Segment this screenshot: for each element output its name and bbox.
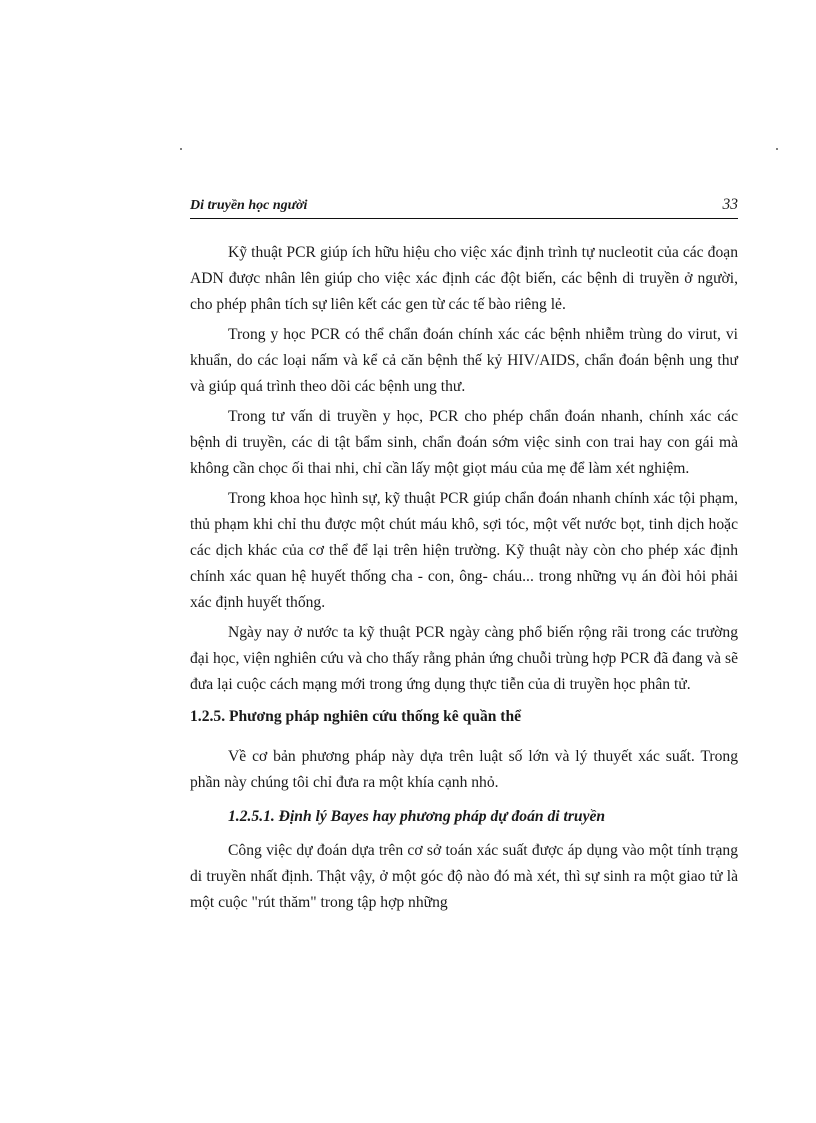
paragraph: Trong y học PCR có thể chẩn đoán chính xác các bệnh nhiễm trùng do virut, vi khuẩn, do các loại nấm và kể cả căn bệnh thế kỷ HIV/AIDS, chẩn đoán bệnh ung thư và giúp quá trình theo dõi các bệnh ung thư.	[190, 326, 738, 395]
scan-speck	[180, 148, 182, 150]
paragraph: Trong tư vấn di truyền y học, PCR cho phép chẩn đoán nhanh, chính xác các bệnh di truyền, các di tật bẩm sinh, chẩn đoán sớm việc sinh con trai hay con gái mà không cần chọc ối thai nhi, chỉ cần lấy một giọt máu của mẹ để làm xét nghiệm.	[190, 408, 738, 477]
scan-speck	[776, 148, 778, 150]
header-title: Di truyền học người	[190, 198, 308, 213]
subsection-heading: 1.2.5.1. Định lý Bayes hay phương pháp dự đoán di truyền	[228, 808, 606, 825]
paragraph: Công việc dự đoán dựa trên cơ sở toán xác suất được áp dụng vào một tính trạng di truyền nhất định. Thật vậy, ở một góc độ nào đó mà xét, thì sự sinh ra một giao tử là một cuộc "rút thăm" trong tập hợp những	[190, 842, 738, 911]
section-heading: 1.2.5. Phương pháp nghiên cứu thống kê quần thể	[190, 708, 522, 725]
paragraph: Kỹ thuật PCR giúp ích hữu hiệu cho việc xác định trình tự nucleotit của các đoạn ADN được nhân lên giúp cho việc xác định các đột biến, các bệnh di truyền ở người, cho phép phân tích sự liên kết các gen từ các tế bào riêng lẻ.	[190, 244, 738, 313]
paragraph: Về cơ bản phương pháp này dựa trên luật số lớn và lý thuyết xác suất. Trong phần này chúng tôi chỉ đưa ra một khía cạnh nhỏ.	[190, 748, 738, 791]
page-body	[190, 240, 738, 920]
paragraph: Trong khoa học hình sự, kỹ thuật PCR giúp chẩn đoán nhanh chính xác tội phạm, thủ phạm khi chỉ thu được một chút máu khô, sợi tóc, một vết nước bọt, tinh dịch hoặc các dịch khác của cơ thể để lại trên hiện trường. Kỹ thuật này còn cho phép xác định chính xác quan hệ huyết thống cha - con, ông- cháu... trong những vụ án đòi hỏi phải xác định huyết thống.	[190, 490, 738, 611]
page-number: 33	[722, 196, 738, 213]
paragraph: Ngày nay ở nước ta kỹ thuật PCR ngày càng phổ biến rộng rãi trong các trường đại học, viện nghiên cứu và cho thấy rằng phản ứng chuỗi trùng hợp PCR đã đang và sẽ đưa lại cuộc cách mạng mới trong ứng dụng thực tiễn của di truyền học phân tử.	[190, 624, 738, 693]
running-header	[190, 196, 738, 219]
